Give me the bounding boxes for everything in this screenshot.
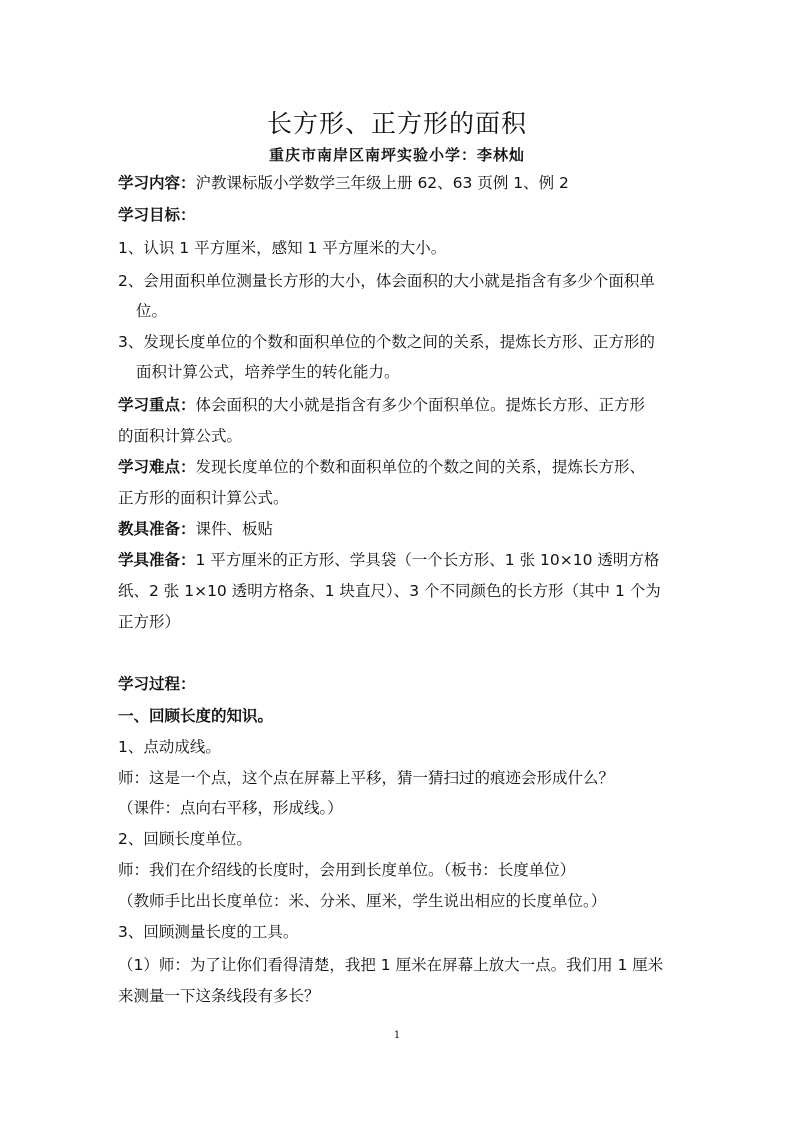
step-2: 2、回顾长度单位。 [118, 830, 252, 848]
teaching-tools-text: 课件、板贴 [195, 520, 274, 538]
author-line: 重庆市南岸区南坪实验小学：李林灿 [268, 146, 525, 164]
difficulty-line-1 [118, 457, 678, 477]
key-point-text: 体会面积的大小就是指含有多少个面积单位。提炼长方形、正方形 [195, 396, 646, 414]
step-3-1-line-2: 来测量一下这条线段有多长？ [118, 987, 320, 1005]
student-tools-line-2: 纸、2 张 1×10 透明方格条、1 块直尺）、3 个不同颜色的长方形（其中 1 个为 [118, 582, 661, 600]
step-3-1-line-1: （1）师：为了让你们看得清楚，我把 1 厘米在屏幕上放大一点。我们用 1 厘米 [118, 956, 664, 974]
goal-3-line-2: 面积计算公式，培养学生的转化能力。 [136, 363, 400, 381]
teaching-tools-label: 教具准备： [118, 520, 196, 538]
goal-2-line-1: 2、会用面积单位测量长方形的大小，体会面积的大小就是指含有多少个面积单 [118, 272, 655, 290]
process-label: 学习过程： [118, 675, 196, 693]
goals-label: 学习目标： [118, 206, 196, 224]
page-number: 1 [393, 1030, 401, 1041]
page-title: 长方形、正方形的面积 [266, 109, 527, 138]
goal-2-line-2: 位。 [136, 302, 168, 320]
section-1-heading: 一、回顾长度的知识。 [118, 707, 274, 725]
step-1-note: （课件：点向右平移，形成线。） [118, 799, 343, 817]
content-label: 学习内容： [118, 174, 196, 192]
student-tools-text: 1 平方厘米的正方形、学具袋（一个长方形、1 张 10×10 透明方格 [195, 551, 660, 569]
content-line [118, 173, 678, 193]
step-2-teacher: 师：我们在介绍线的长度时，会用到长度单位。（板书：长度单位） [118, 861, 576, 879]
step-1-teacher: 师：这是一个点，这个点在屏幕上平移，猜一猜扫过的痕迹会形成什么？ [118, 769, 615, 787]
goal-1: 1、认识 1 平方厘米，感知 1 平方厘米的大小。 [118, 239, 447, 257]
difficulty-label: 学习难点： [118, 458, 196, 476]
key-point-line-2: 的面积计算公式。 [118, 427, 243, 445]
difficulty-line-2: 正方形的面积计算公式。 [118, 489, 289, 507]
step-2-note: （教师手比出长度单位：米、分米、厘米，学生说出相应的长度单位。） [118, 892, 607, 910]
step-1: 1、点动成线。 [118, 738, 221, 756]
key-point-line-1 [118, 395, 678, 415]
difficulty-text: 发现长度单位的个数和面积单位的个数之间的关系，提炼长方形、 [195, 458, 646, 476]
content-text: 沪教课标版小学数学三年级上册 62、63 页例 1、例 2 [195, 174, 569, 192]
student-tools-line-3: 正方形） [118, 613, 181, 631]
student-tools-line-1 [118, 550, 678, 570]
student-tools-label: 学具准备： [118, 551, 196, 569]
step-3: 3、回顾测量长度的工具。 [118, 923, 299, 941]
goal-3-line-1: 3、发现长度单位的个数和面积单位的个数之间的关系，提炼长方形、正方形的 [118, 333, 655, 351]
key-point-label: 学习重点： [118, 396, 196, 414]
teaching-tools-line [118, 519, 678, 539]
